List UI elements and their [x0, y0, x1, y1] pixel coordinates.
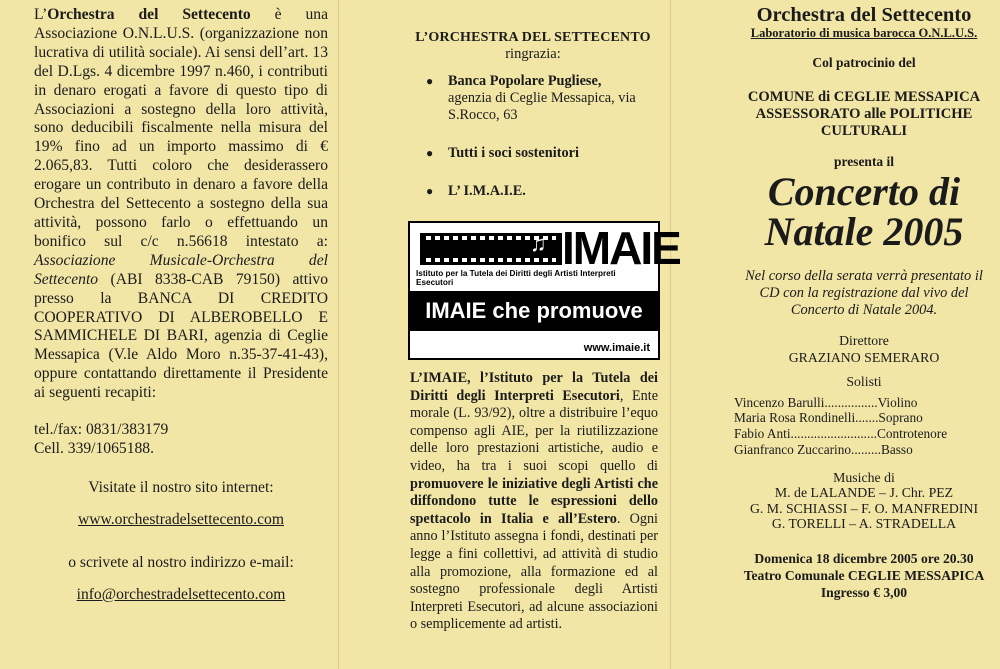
- soloist-row: [734, 426, 947, 442]
- sponsor-name: Banca Popolare Pugliese,: [448, 73, 602, 89]
- org-name-inline: Orchestra del Settecento: [47, 6, 251, 23]
- left-panel: [0, 0, 338, 669]
- right-panel: [670, 0, 1000, 669]
- director-name: GRAZIANO SEMERARO: [788, 349, 940, 365]
- imaie-logo: [408, 221, 680, 360]
- soloist-name: Fabio Anti: [734, 426, 791, 442]
- dot-leader: .......: [855, 410, 879, 426]
- concert-date: Domenica 18 dicembre 2005 ore 20.30: [754, 551, 974, 567]
- tel-line: tel./fax: 0831/383179: [34, 421, 169, 439]
- cell-line: Cell. 339/1065188.: [34, 439, 154, 457]
- bank-text: (ABI 8338-CAB 79150) attivo presso la BANCA DI CREDITO COOPERATIVO DI ALBEROBELLO E SAMMICHELE DI BARI, agenzia di Ceglie Messapica (V.le Aldo Moro n.35-37-41-43), oppure contattando direttamente il Presidente ai seguenti recapiti:: [34, 270, 328, 402]
- imaie-name: L’IMAIE, l’Istituto per la Tutela dei Diritti degli Interpreti Esecutori: [410, 370, 658, 404]
- soloist-row: [734, 442, 947, 458]
- org-subtitle: Laboratorio di musica barocca O.N.L.U.S.: [750, 26, 978, 40]
- sponsor-detail: agenzia di Ceglie Messapica, via S.Rocco, 63: [448, 90, 636, 123]
- website-link[interactable]: www.orchestradelsettecento.com: [78, 510, 284, 528]
- soloist-row: [734, 395, 947, 411]
- donation-text: è una Associazione O.N.L.U.S. (organizzazione non lucrativa di utilità sociale). Ai sensi dell’art. 13 del D.Lgs. 4 dicembre 1997 n.460, i contributi in denaro erogati a favore di questo tipo di Associazioni a sostegno della loro attività, sono deducibili fiscalmente nella misura del 19% fino ad un importo massimo di € 2.065,83. Tutti coloro che desiderassero erogare un contributo in denaro a favore della Orchestra del Settecento a sostegno della sua attività, possono farlo o effettuando un bonifico sul c/c n.56618 intestato a:: [34, 6, 328, 250]
- soloists-label: Solisti: [846, 374, 882, 389]
- soloist-row: [734, 410, 947, 426]
- sponsor-item: [426, 183, 658, 200]
- bullet-icon: ●: [426, 146, 434, 160]
- soloists-table: [734, 395, 947, 458]
- soloist-name: Vincenzo Barulli: [734, 394, 825, 410]
- text-prefix: L’: [34, 6, 48, 23]
- music-note-icon: ♫: [530, 231, 547, 256]
- comune-name: COMUNE di CEGLIE MESSAPICA: [747, 89, 981, 105]
- desc-text: , Ente morale (L. 93/92), oltre a distribuire l’equo compenso agli AIE, per la riutilizzazione delle loro prestazioni artistiche, audio e video, ha tra i suoi scopi quello di: [410, 387, 658, 474]
- visit-label: Visitate il nostro sito internet:: [88, 478, 274, 496]
- dot-leader: ..........................: [790, 426, 877, 442]
- email-label: o scrivete al nostro indirizzo e-mail:: [68, 553, 294, 571]
- entry-price: Ingresso € 3,00: [820, 585, 908, 601]
- middle-panel: [338, 0, 680, 669]
- account-holder: Associazione Musicale-Orchestra del Settecento: [34, 251, 328, 288]
- email-link[interactable]: info@orchestradelsettecento.com: [76, 585, 286, 603]
- concert-venue: Teatro Comunale CEGLIE MESSAPICA: [743, 568, 985, 584]
- thanks-title: L’ORCHESTRA DEL SETTECENTO: [415, 30, 651, 45]
- sponsor-name: L’ I.M.A.I.E.: [448, 183, 526, 199]
- assessorato-name: ASSESSORATO alle POLITICHE CULTURALI: [755, 106, 973, 139]
- soloist-role: Controtenore: [876, 426, 948, 442]
- concert-title-line2: Natale 2005: [764, 209, 964, 254]
- sponsor-name: Tutti i soci sostenitori: [448, 145, 579, 161]
- org-title: Orchestra del Settecento: [756, 4, 972, 26]
- sponsor-item: [426, 73, 658, 124]
- soloist-role: Soprano: [878, 410, 923, 426]
- logo-tagline: Istituto per la Tutela dei Diritti degli Artisti Interpreti Esecutori: [416, 269, 616, 287]
- composer-line: G. TORELLI – A. STRADELLA: [771, 516, 957, 532]
- soloist-role: Violino: [877, 394, 918, 410]
- logo-banner: IMAIE che promuove: [410, 291, 658, 331]
- dot-leader: ................: [824, 394, 878, 410]
- dot-leader: .........: [851, 441, 881, 457]
- bullet-icon: ●: [426, 74, 434, 88]
- presents-label: presenta il: [833, 154, 895, 169]
- desc-text-end: . Ogni anno l’Istituto assegna i fondi, destinati per legge a fini collettivi, ad attività di studio alla promozione, alla formazione ed al sostegno professionale degli Artisti Interpreti Esecutori, ad alcune associazioni o semplicemente ad artisti.: [410, 510, 659, 633]
- concert-description: Nel corso della serata verrà presentato il CD con la registrazione dal vivo del Concerto di Natale 2004.: [745, 268, 983, 318]
- thanks-subtitle: ringrazia:: [505, 46, 561, 62]
- concert-title-line1: Concerto di: [767, 169, 961, 214]
- bullet-icon: ●: [426, 184, 434, 198]
- desc-highlight: promuovere le iniziative degli Artisti che diffondono tutte le espressioni dello spettacolo in Italia e all’Estero: [410, 475, 658, 527]
- sponsor-list: [408, 73, 658, 200]
- logo-wordmark: IMAIE: [562, 222, 680, 274]
- soloist-role: Basso: [880, 441, 913, 457]
- music-label: Musiche di: [833, 469, 895, 485]
- director-label: Direttore: [839, 333, 889, 348]
- soloist-name: Maria Rosa Rondinelli: [734, 410, 856, 426]
- imaie-description: [410, 370, 658, 634]
- logo-url: www.imaie.it: [583, 342, 650, 354]
- donation-paragraph: [34, 6, 328, 403]
- patronage-label: Col patrocinio del: [812, 55, 916, 70]
- composer-line: G. M. SCHIASSI – F. O. MANFREDINI: [749, 500, 979, 516]
- composer-line: M. de LALANDE – J. Chr. PEZ: [774, 485, 954, 501]
- sponsor-item: [426, 145, 658, 162]
- soloist-name: Gianfranco Zuccarino: [734, 441, 852, 457]
